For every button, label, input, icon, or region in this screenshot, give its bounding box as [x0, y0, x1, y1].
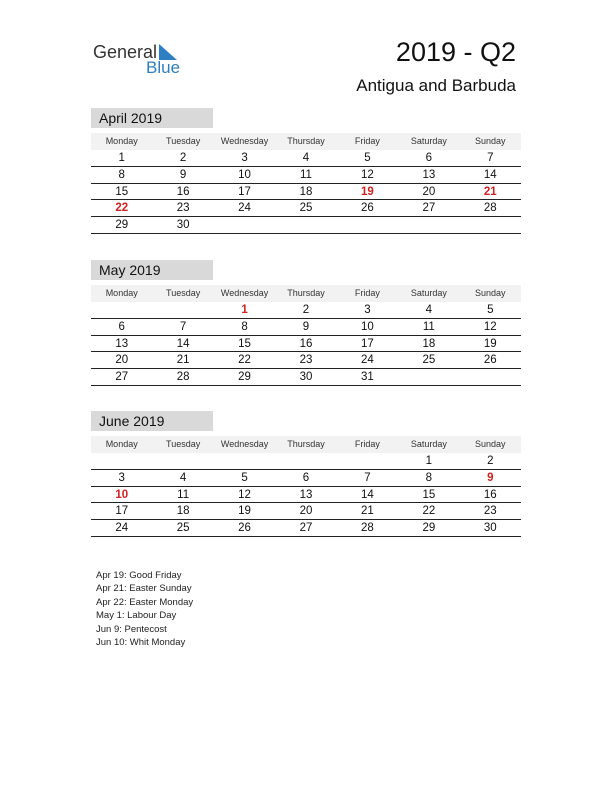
day-cell: 2: [179, 152, 187, 164]
day-cell: 13: [115, 337, 129, 350]
weekday-label: Saturday: [410, 136, 447, 146]
day-cell: 17: [238, 185, 251, 198]
week-row: [91, 487, 521, 504]
weekday-label: Wednesday: [220, 136, 269, 146]
day-cell: 11: [422, 320, 435, 333]
day-cell: [337, 217, 398, 233]
week-row: [91, 200, 521, 217]
weekday-label: Sunday: [475, 439, 506, 449]
day-cell: 28: [176, 371, 190, 384]
day-cell: 21: [361, 505, 374, 518]
day-cell: 5: [364, 152, 371, 164]
page-title: 2019 - Q2: [395, 37, 516, 67]
weekday-label: Thursday: [287, 288, 325, 298]
week-row: [91, 217, 521, 234]
day-cell: 7: [487, 152, 494, 164]
weekday-label: Saturday: [410, 288, 447, 298]
day-cell: 8: [241, 320, 248, 333]
day-cell: 22: [238, 354, 251, 367]
month-may: [91, 260, 521, 386]
day-cell: 5: [487, 304, 494, 316]
day-cell: 22: [422, 505, 436, 518]
day-cell: 26: [361, 202, 374, 215]
day-cell: 30: [483, 522, 497, 535]
day-cell: 15: [238, 337, 251, 350]
week-row: [91, 167, 521, 184]
day-cell: 29: [238, 371, 251, 384]
day-cell: [214, 217, 275, 233]
day-cell: 8: [425, 471, 433, 484]
day-cell: [398, 217, 459, 233]
day-cell: 21: [483, 185, 497, 198]
month-june: [91, 411, 521, 537]
day-cell: 16: [176, 185, 190, 198]
weekday-label: Tuesday: [166, 136, 201, 146]
day-cell: 2: [487, 455, 494, 467]
day-cell: 23: [299, 354, 313, 367]
day-cell: 3: [241, 152, 248, 164]
day-cell: 1: [241, 304, 248, 316]
day-cell: 4: [179, 471, 187, 484]
day-cell: 6: [118, 320, 125, 333]
day-cell: 6: [302, 471, 310, 484]
day-cell: 15: [422, 488, 436, 501]
day-cell: 24: [361, 354, 374, 367]
logo-blue-text: Blue: [146, 58, 181, 77]
day-cell: 8: [118, 168, 125, 181]
weekday-label: Thursday: [287, 439, 325, 449]
holiday-note: Jun 10: Whit Monday: [96, 637, 186, 649]
day-cell: 11: [300, 168, 312, 181]
weekday-label: Thursday: [287, 136, 325, 146]
day-cell: 20: [422, 185, 436, 198]
day-cell: 10: [238, 168, 251, 181]
day-cell: 3: [118, 471, 125, 484]
day-cell: 11: [177, 488, 190, 501]
day-cell: 28: [483, 202, 497, 215]
day-cell: 29: [422, 522, 436, 535]
day-cell: 31: [361, 371, 374, 384]
day-cell: [460, 217, 521, 233]
day-cell: 18: [176, 505, 190, 518]
day-cell: 26: [483, 354, 497, 367]
day-cell: 24: [115, 522, 129, 535]
day-cell: 27: [299, 522, 313, 535]
day-cell: 1: [118, 152, 125, 164]
holiday-note: Apr 19: Good Friday: [96, 570, 182, 581]
weekday-label: Friday: [354, 136, 380, 146]
week-row: [91, 503, 521, 520]
day-cell: 7: [179, 320, 187, 333]
country-name: Antigua and Barbuda: [356, 76, 516, 95]
day-cell: 17: [115, 505, 129, 518]
weekday-header-row: [91, 285, 521, 302]
weekday-label: Wednesday: [220, 439, 269, 449]
day-cell: 17: [361, 337, 374, 350]
holiday-notes: [96, 569, 193, 649]
week-row: [91, 520, 521, 537]
day-cell: 16: [483, 488, 497, 501]
week-row: [91, 184, 521, 201]
week-row: [91, 470, 521, 487]
day-cell: 25: [176, 522, 190, 535]
weekday-label: Sunday: [475, 136, 506, 146]
month-april: [91, 108, 521, 234]
day-cell: 9: [302, 320, 310, 333]
day-cell: 6: [425, 152, 433, 164]
day-cell: 5: [241, 471, 248, 484]
week-row: [91, 369, 521, 386]
day-cell: 23: [483, 505, 497, 518]
day-cell: 10: [115, 488, 129, 501]
logo-general-text: General: [93, 42, 158, 62]
day-cell: 24: [238, 202, 251, 215]
day-cell: 2: [302, 304, 310, 316]
month-title: June 2019: [91, 411, 213, 431]
logo: [93, 40, 193, 80]
day-cell: 30: [176, 219, 190, 232]
weekday-label: Monday: [105, 439, 138, 449]
month-title: May 2019: [91, 260, 213, 280]
weekday-label: Wednesday: [220, 288, 269, 298]
day-cell: 26: [238, 522, 251, 535]
day-cell: 25: [299, 202, 313, 215]
day-cell: 13: [299, 488, 313, 501]
day-cell: 30: [299, 371, 313, 384]
day-cell: [275, 453, 336, 469]
day-cell: 4: [302, 152, 310, 164]
day-cell: [398, 369, 459, 385]
week-row: [91, 453, 521, 470]
day-cell: 14: [361, 488, 374, 501]
week-row: [91, 150, 521, 167]
day-cell: [91, 302, 152, 318]
day-cell: 12: [361, 168, 374, 181]
day-cell: 27: [422, 202, 436, 215]
day-cell: 20: [299, 505, 313, 518]
day-cell: 21: [176, 354, 190, 367]
day-cell: 19: [483, 337, 497, 350]
day-cell: [460, 369, 521, 385]
day-cell: 23: [176, 202, 190, 215]
weekday-label: Monday: [105, 288, 138, 298]
day-cell: 28: [361, 522, 374, 535]
day-cell: 4: [425, 304, 433, 316]
day-cell: 13: [422, 168, 436, 181]
day-cell: 3: [364, 304, 371, 316]
day-cell: 9: [487, 471, 494, 484]
week-row: [91, 336, 521, 353]
day-cell: 29: [115, 219, 129, 232]
day-cell: 19: [361, 185, 374, 198]
week-row: [91, 352, 521, 369]
day-cell: 18: [299, 185, 313, 198]
day-cell: [214, 453, 275, 469]
weekday-label: Friday: [354, 439, 380, 449]
day-cell: 16: [299, 337, 313, 350]
weekday-label: Monday: [105, 136, 138, 146]
month-title: April 2019: [91, 108, 213, 128]
day-cell: 14: [176, 337, 190, 350]
day-cell: 19: [238, 505, 251, 518]
holiday-note: Apr 22: Easter Monday: [96, 596, 194, 608]
holiday-note: May 1: Labour Day: [96, 610, 177, 622]
weekday-label: Saturday: [410, 439, 447, 449]
day-cell: 14: [483, 168, 497, 181]
day-cell: [152, 453, 213, 469]
holiday-note: Apr 21: Easter Sunday: [96, 583, 192, 595]
day-cell: 18: [422, 337, 436, 350]
day-cell: 7: [364, 471, 371, 484]
weekday-label: Sunday: [475, 288, 506, 298]
day-cell: 9: [179, 168, 187, 181]
day-cell: [91, 453, 152, 469]
day-cell: [152, 302, 213, 318]
day-cell: 10: [361, 320, 374, 333]
day-cell: 12: [238, 488, 251, 501]
weekday-label: Tuesday: [166, 439, 201, 449]
week-row: [91, 302, 521, 319]
day-cell: 1: [425, 455, 433, 467]
day-cell: 25: [422, 354, 436, 367]
weekday-header-row: [91, 436, 521, 453]
day-cell: 20: [115, 354, 129, 367]
day-cell: 15: [115, 185, 129, 198]
weekday-label: Friday: [354, 288, 380, 298]
weekday-label: Tuesday: [166, 288, 201, 298]
day-cell: 22: [115, 202, 129, 215]
day-cell: 27: [115, 371, 129, 384]
day-cell: 12: [483, 320, 497, 333]
weekday-header-row: [91, 133, 521, 150]
day-cell: [275, 217, 336, 233]
day-cell: [337, 453, 398, 469]
holiday-note: Jun 9: Pentecost: [96, 623, 167, 635]
week-row: [91, 319, 521, 336]
